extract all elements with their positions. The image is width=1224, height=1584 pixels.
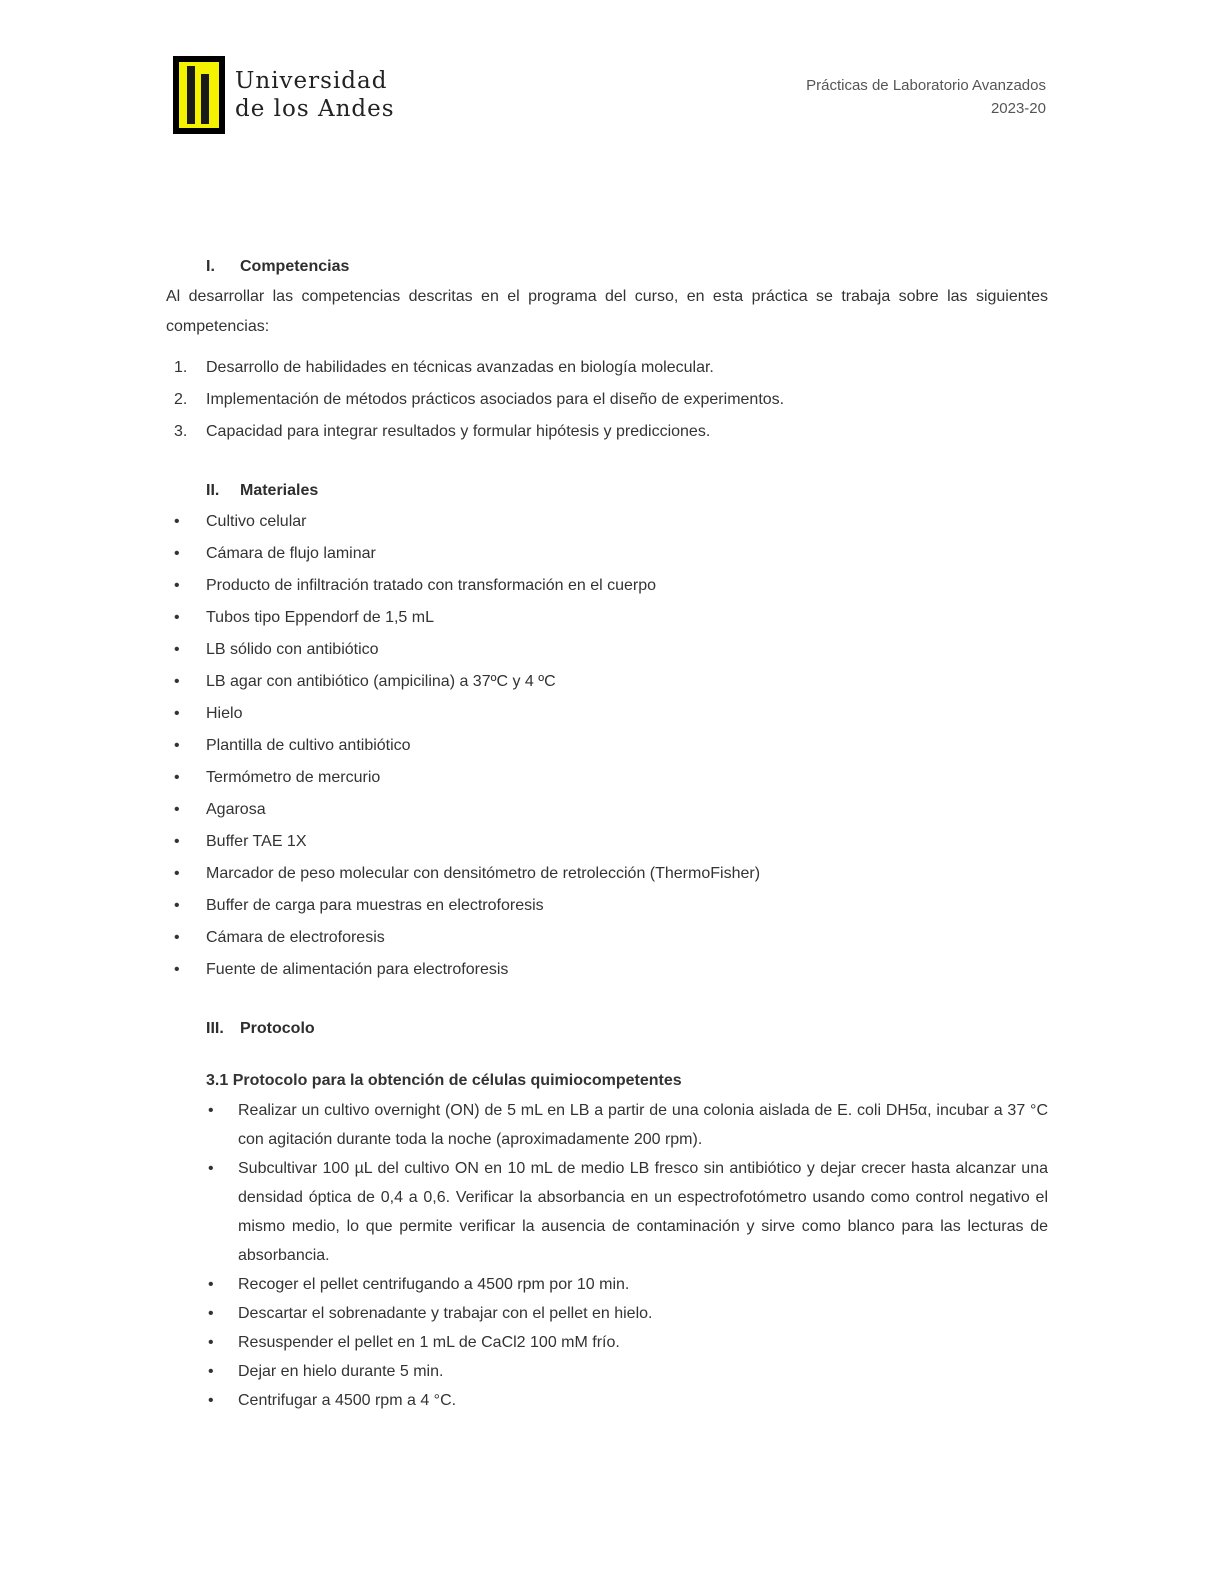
term-label: 2023-20 bbox=[990, 100, 1046, 117]
logo-emblem-icon bbox=[173, 56, 225, 134]
list-item: 2. Implementación de métodos prácticos asociados para el diseño de experimentos. bbox=[174, 391, 785, 408]
list-item: • Producto de infiltración tratado con transformación en el cuerpo bbox=[174, 577, 657, 594]
protocol-step: • Dejar en hielo durante 5 min. bbox=[208, 1363, 444, 1380]
section-heading-competencias: I. Competencias bbox=[206, 258, 350, 275]
header-info bbox=[806, 74, 1046, 120]
list-item: • LB agar con antibiótico (ampicilina) a 37ºC y 4 ºC bbox=[174, 673, 556, 690]
protocol-step: • Recoger el pellet centrifugando a 4500 rpm por 10 min. bbox=[208, 1276, 630, 1293]
logo-wordmark bbox=[235, 67, 395, 123]
list-item: • Hielo bbox=[174, 705, 243, 722]
competencias-list bbox=[166, 352, 1048, 448]
subsection-heading-protocolo-celulas: 3.1 Protocolo para la obtención de células quimiocompetentes bbox=[206, 1072, 682, 1089]
list-item: • Buffer de carga para muestras en electroforesis bbox=[174, 897, 544, 914]
protocol-step: • Realizar un cultivo overnight (ON) de 5 mL en LB a partir de una colonia aislada de E. coli DH5α, incubar a 37 °C con agitación durante toda la noche (aproximadamente 200 rpm). bbox=[208, 1102, 1048, 1148]
list-item: • Cámara de flujo laminar bbox=[174, 545, 376, 562]
materiales-list bbox=[166, 506, 1048, 986]
protocol-step: • Centrifugar a 4500 rpm a 4 °C. bbox=[208, 1392, 457, 1409]
protocolo-steps bbox=[166, 1096, 1048, 1415]
list-item: • Agarosa bbox=[174, 801, 266, 818]
logo-line-1: Universidad bbox=[235, 68, 388, 94]
list-item: • Cámara de electroforesis bbox=[174, 929, 385, 946]
protocol-step: • Descartar el sobrenadante y trabajar con el pellet en hielo. bbox=[208, 1305, 653, 1322]
logo-line-2: de los Andes bbox=[235, 96, 395, 122]
list-item: • Termómetro de mercurio bbox=[174, 769, 381, 786]
list-item: • Tubos tipo Eppendorf de 1,5 mL bbox=[174, 609, 434, 626]
course-title: Prácticas de Laboratorio Avanzados bbox=[806, 77, 1046, 94]
protocol-step: • Subcultivar 100 µL del cultivo ON en 10 mL de medio LB fresco sin antibiótico y dejar crecer hasta alcanzar una densidad óptica de 0,4 a 0,6. Verificar la absorbancia en un espectrofotómetro usando como control negativo el mismo medio, lo que permite verificar la ausencia de contaminación y sirve como blanco para las lecturas de absorbancia. bbox=[208, 1160, 1048, 1264]
list-item: • Marcador de peso molecular con densitómetro de retrolección (ThermoFisher) bbox=[174, 865, 761, 882]
section-heading-protocolo: III. Protocolo bbox=[206, 1020, 315, 1037]
list-item: • Buffer TAE 1X bbox=[174, 833, 307, 850]
list-item: • Plantilla de cultivo antibiótico bbox=[174, 737, 411, 754]
list-item: • Fuente de alimentación para electroforesis bbox=[174, 961, 509, 978]
list-item: 3. Capacidad para integrar resultados y formular hipótesis y predicciones. bbox=[174, 423, 711, 440]
list-item: • Cultivo celular bbox=[174, 513, 307, 530]
university-logo bbox=[173, 55, 393, 135]
protocol-step: • Resuspender el pellet en 1 mL de CaCl2 100 mM frío. bbox=[208, 1334, 620, 1351]
document-body bbox=[166, 252, 1048, 1415]
competencias-intro: Al desarrollar las competencias descritas en el programa del curso, en esta práctica se trabaja sobre las siguientes competencias: bbox=[166, 288, 1048, 335]
list-item: • LB sólido con antibiótico bbox=[174, 641, 379, 658]
section-heading-materiales: II. Materiales bbox=[206, 482, 319, 499]
list-item: 1. Desarrollo de habilidades en técnicas avanzadas en biología molecular. bbox=[174, 359, 714, 376]
